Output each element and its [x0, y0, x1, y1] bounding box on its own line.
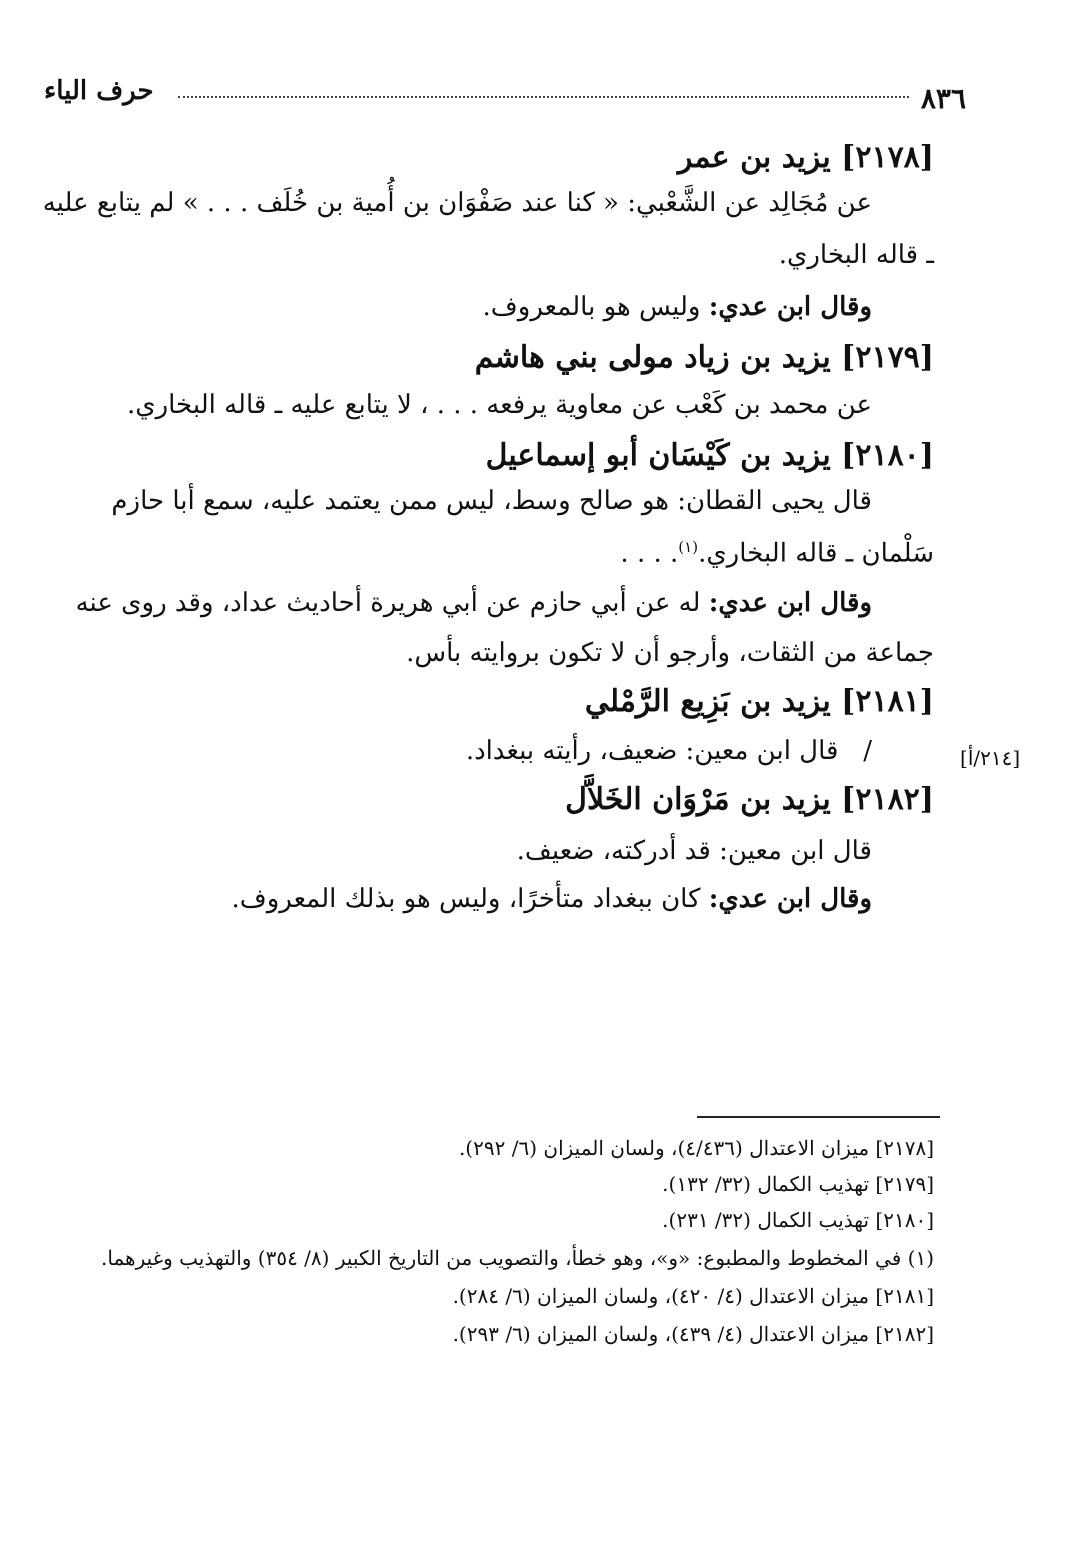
footnote-mark: (١)	[678, 538, 699, 556]
ibn-adi-label: وقال ابن عدي:	[708, 884, 872, 914]
entry-2178-line-1: عن مُجَالِد عن الشَّعْبي: « كنا عند صَفْوَان بن أُمية بن خُلَف . . . » لم يتابع عليه	[42, 188, 872, 218]
entry-2180-line-2-text: سَلْمان ـ قاله البخاري.	[698, 538, 934, 569]
entry-2180-line-1: قال يحيى القطان: هو صالح وسط، ليس ممن يعتمد عليه، سمع أبا حازم	[111, 486, 872, 516]
entry-title-2182: [٢١٨٢] يزيد بن مَرْوَان الخَلاَّل	[565, 782, 934, 817]
footnote-2178: [٢١٧٨] ميزان الاعتدال (٤/٤٣٦)، ولسان الميزان (٦/ ٢٩٢).	[458, 1136, 934, 1160]
ibn-adi-label: وقال ابن عدي:	[708, 588, 872, 618]
footnote-2180: [٢١٨٠] تهذيب الكمال (٣٢/ ٢٣١).	[662, 1208, 934, 1232]
entry-2180-ibn-adi	[76, 588, 872, 618]
footnote-2179: [٢١٧٩] تهذيب الكمال (٣٢/ ١٣٢).	[662, 1172, 934, 1196]
entry-2180-line-2	[620, 538, 934, 569]
entry-title-2180: [٢١٨٠] يزيد بن كَيْسَان أبو إسماعيل	[485, 438, 934, 473]
page-number: ٨٣٦	[920, 82, 966, 115]
entry-2180-line-3: جماعة من الثقات، وأرجو أن لا تكون بروايته بأس.	[406, 638, 934, 668]
ibn-adi-text: كان ببغداد متأخرًا، وليس هو بذلك المعروف.	[231, 884, 709, 914]
entry-2182-line-1: قال ابن معين: قد أدركته، ضعيف.	[516, 836, 872, 866]
entry-2181-line-1	[466, 736, 872, 766]
footnote-rule	[697, 1116, 940, 1118]
entry-title-2178: [٢١٧٨] يزيد بن عمر	[677, 140, 934, 175]
margin-folio-ref: [٢١٤/أ]	[960, 746, 1021, 770]
ibn-adi-text: وليس هو بالمعروف.	[482, 292, 709, 322]
ibn-adi-text: له عن أبي حازم عن أبي هريرة أحاديث عداد، وقد روى عنه	[75, 588, 709, 618]
folio-slash: /	[863, 736, 872, 766]
entry-2180-dots: . . . .	[620, 538, 679, 569]
entry-2179-line-1: عن محمد بن كَعْب عن معاوية يرفعه . . . ، لا يتابع عليه ـ قاله البخاري.	[126, 390, 872, 420]
entry-2182-ibn-adi	[232, 884, 872, 914]
header-rule	[178, 96, 909, 98]
entry-2181-text: قال ابن معين: ضعيف، رأيته ببغداد.	[465, 736, 839, 766]
footnote-2182: [٢١٨٢] ميزان الاعتدال (٤/ ٤٣٩)، ولسان الميزان (٦/ ٢٩٣).	[452, 1322, 934, 1346]
section-title: حرف الياء	[44, 76, 154, 106]
entry-title-2181: [٢١٨١] يزيد بن بَزِيع الرَّمْلي	[584, 684, 934, 719]
footnote-note-1: (١) في المخطوط والمطبوع: «و»، وهو خطأ، والتصويب من التاريخ الكبير (٨/ ٣٥٤) والتهذيب وغيرهما.	[101, 1246, 934, 1270]
footnote-2181: [٢١٨١] ميزان الاعتدال (٤/ ٤٢٠)، ولسان الميزان (٦/ ٢٨٤).	[452, 1284, 934, 1308]
ibn-adi-label: وقال ابن عدي:	[708, 292, 872, 322]
entry-2178-ibn-adi	[483, 292, 872, 322]
entry-title-2179: [٢١٧٩] يزيد بن زياد مولى بني هاشم	[474, 340, 934, 375]
entry-2178-line-2: ـ قاله البخاري.	[778, 240, 934, 270]
